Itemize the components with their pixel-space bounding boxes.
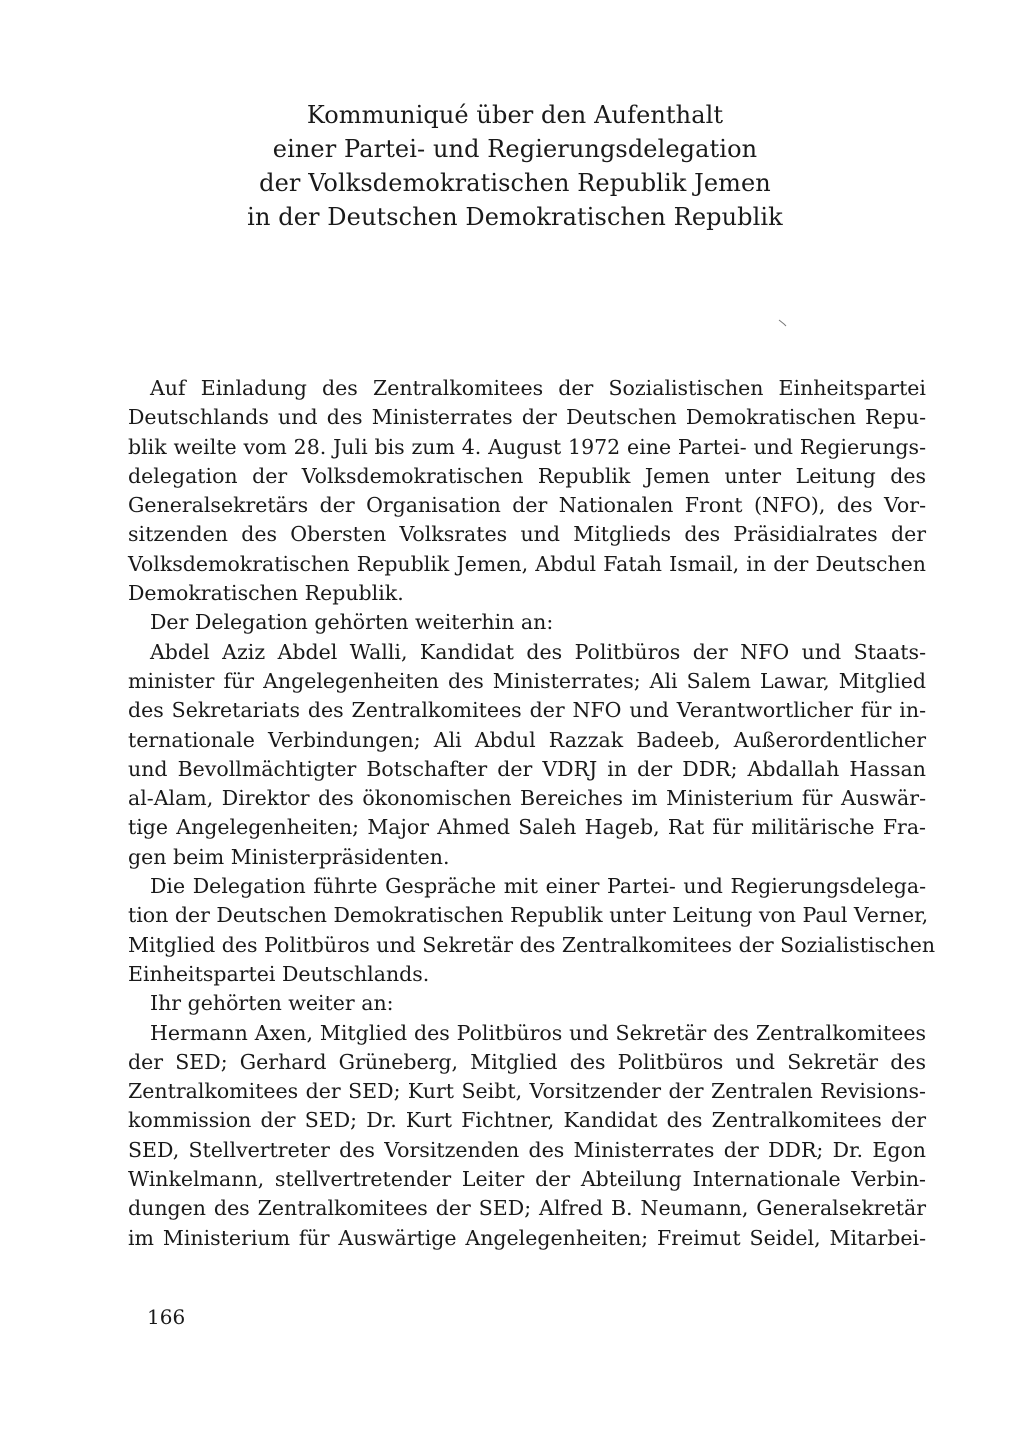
document-body	[128, 374, 936, 1253]
text-line: Mitglied des Politbüros und Sekretär des Zentralkomitees der Sozialistischen	[128, 932, 936, 957]
text-line: Hermann Axen, Mitglied des Politbüros und Sekretär des Zentralkomitees	[150, 1020, 926, 1045]
text-line: Auf Einladung des Zentralkomitees der Sozialistischen Einheitspartei	[150, 376, 926, 400]
text-line: delegation der Volksdemokratischen Republik Jemen unter Leitung des	[128, 463, 926, 488]
text-line: al-Alam, Direktor des ökonomischen Bereiches im Ministerium für Auswär-	[128, 786, 926, 811]
paragraph-gdr-members	[128, 1019, 926, 1253]
title-line: in der Deutschen Demokratischen Republik	[247, 203, 783, 231]
paragraph-invitation	[128, 374, 926, 608]
paragraph-gdr-intro	[128, 989, 926, 1018]
text-line: und Bevollmächtigter Botschafter der VDRJ in der DDR; Abdallah Hassan	[128, 756, 926, 781]
text-line: im Ministerium für Auswärtige Angelegenheiten; Freimut Seidel, Mitarbei-	[128, 1225, 926, 1250]
page-number: 166	[147, 1305, 186, 1329]
text-line: dungen des Zentralkomitees der SED; Alfred B. Neumann, Generalsekretär	[128, 1196, 926, 1221]
text-line: Demokratischen Republik.	[128, 581, 404, 606]
text-line: Generalsekretärs der Organisation der Nationalen Front (NFO), des Vor-	[128, 493, 926, 518]
text-line: des Sekretariats des Zentralkomitees der NFO und Verantwortlicher für in-	[128, 698, 926, 723]
title-line: einer Partei- und Regierungsdelegation	[272, 135, 758, 163]
text-line: Winkelmann, stellvertretender Leiter der Abteilung Internationale Verbin-	[128, 1167, 926, 1192]
text-line: Deutschlands und des Ministerrates der Deutschen Demokratischen Repu-	[128, 405, 926, 430]
text-line: tige Angelegenheiten; Major Ahmed Saleh Hageb, Rat für militärische Fra-	[128, 815, 926, 840]
title-line: Kommuniqué über den Aufenthalt	[306, 101, 724, 129]
stray-pen-mark	[778, 318, 792, 328]
text-line: Der Delegation gehörten weiterhin an:	[150, 610, 554, 635]
text-line: Volksdemokratischen Republik Jemen, Abdul Fatah Ismail, in der Deutschen	[128, 551, 926, 576]
paragraph-delegation-intro	[128, 608, 926, 637]
text-line: Ihr gehörten weiter an:	[150, 991, 394, 1016]
document-title	[190, 98, 840, 234]
text-line: Einheitspartei Deutschlands.	[128, 961, 430, 986]
text-line: minister für Angelegenheiten des Ministerrates; Ali Salem Lawar, Mitglied	[128, 668, 926, 693]
title-line: der Volksdemokratischen Republik Jemen	[259, 169, 771, 197]
text-line: sitzenden des Obersten Volksrates und Mitglieds des Präsidialrates der	[128, 522, 926, 547]
paragraph-delegation-members	[128, 638, 926, 872]
text-line: tion der Deutschen Demokratischen Republik unter Leitung von Paul Verner,	[128, 903, 929, 928]
text-line: gen beim Ministerpräsidenten.	[128, 844, 450, 869]
text-line: Zentralkomitees der SED; Kurt Seibt, Vorsitzender der Zentralen Revisions-	[128, 1079, 926, 1104]
text-line: Die Delegation führte Gespräche mit einer Partei- und Regierungsdelega-	[150, 874, 926, 899]
text-line: ternationale Verbindungen; Ali Abdul Razzak Badeeb, Außerordentlicher	[128, 727, 926, 752]
text-line: Abdel Aziz Abdel Walli, Kandidat des Politbüros der NFO und Staats-	[150, 639, 926, 664]
text-line: der SED; Gerhard Grüneberg, Mitglied des Politbüros und Sekretär des	[128, 1049, 926, 1074]
text-line: SED, Stellvertreter des Vorsitzenden des Ministerrates der DDR; Dr. Egon	[128, 1137, 926, 1162]
text-line: kommission der SED; Dr. Kurt Fichtner, Kandidat des Zentralkomitees der	[128, 1108, 926, 1133]
text-line: blik weilte vom 28. Juli bis zum 4. August 1972 eine Partei- und Regierungs-	[128, 434, 926, 459]
paragraph-talks	[128, 872, 936, 989]
